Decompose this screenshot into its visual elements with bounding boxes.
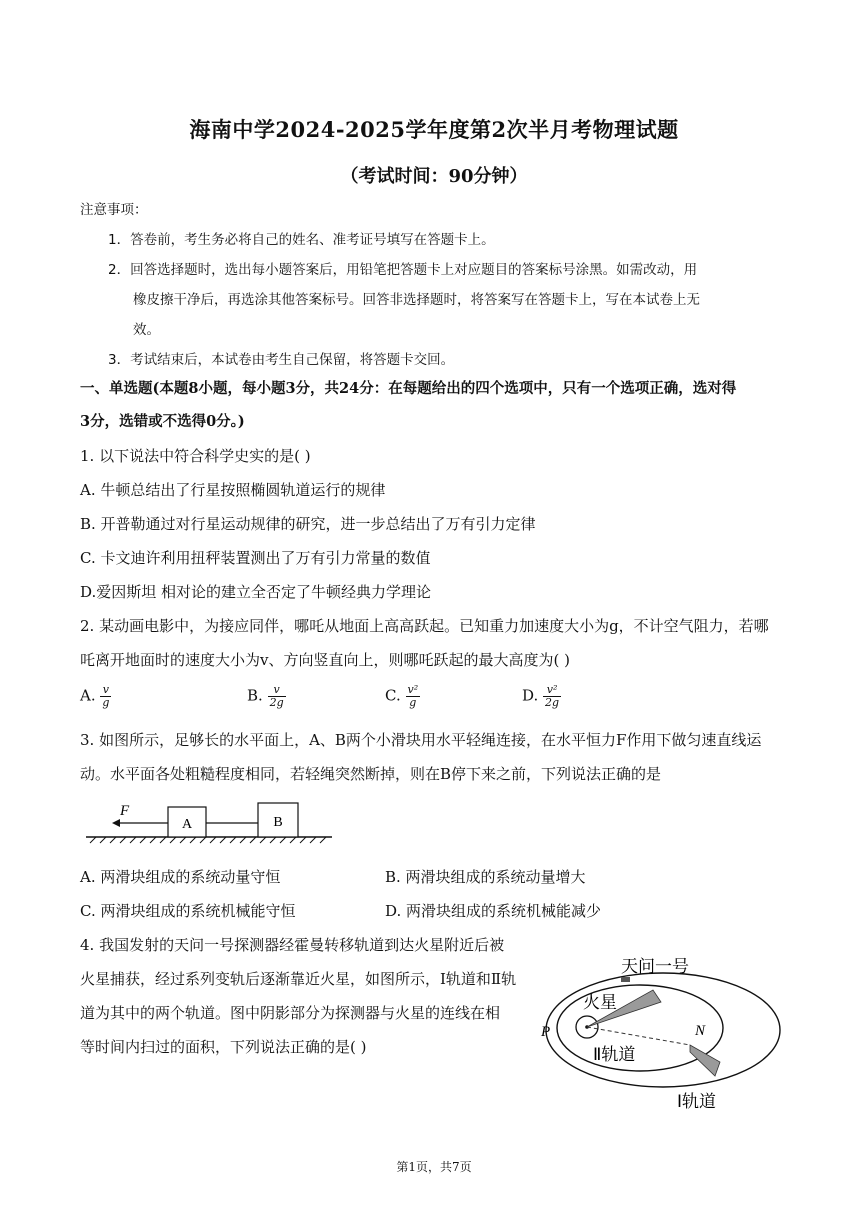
numerator: v²	[543, 684, 561, 697]
numerator: v²	[407, 683, 419, 696]
denominator: 2g	[269, 696, 284, 709]
ground-hatching	[90, 837, 326, 843]
option-label: B.	[247, 686, 263, 705]
note-item-2-cont: 橡皮擦干净后，再选涂其他答案标号。回答非选择题时，将答案写在答题卡上，写在本试卷上无	[133, 292, 700, 308]
question-3-option-a: A. 两滑块组成的系统动量守恒	[80, 868, 281, 886]
note-item-2: 2．回答选择题时，选出每小题答案后，用铅笔把答题卡上对应题目的答案标号涂黑。如需改动，用	[108, 262, 698, 278]
section-heading-cont: 3分，选错或不选得0分。)	[80, 413, 245, 430]
point-n-label: N	[695, 1023, 706, 1039]
orbit-2-label: Ⅱ轨道	[593, 1045, 636, 1065]
force-label: F	[120, 803, 130, 819]
question-1-option-a: A. 牛顿总结出了行星按照椭圆轨道运行的规律	[80, 481, 386, 499]
fraction	[100, 684, 111, 709]
sliding-blocks-figure	[80, 795, 340, 847]
question-4-stem-line-2: 火星捕获，经过系列变轨后逐渐靠近火星，如图所示，Ⅰ轨道和Ⅱ轨	[80, 970, 517, 988]
note-item-3: 3．考试结束后，本试卷由考生自己保留，将答题卡交回。	[108, 352, 455, 368]
note-item-1: 1．答卷前，考生务必将自己的姓名、准考证号填写在答题卡上。	[108, 232, 495, 248]
page-title: 海南中学2024-2025学年度第2次半月考物理试题	[189, 117, 679, 142]
probe-label: 天问一号	[621, 957, 689, 977]
numerator: v	[268, 684, 286, 697]
point-p-label: P	[541, 1024, 551, 1040]
question-4-stem-line-4: 等时间内扫过的面积，下列说法正确的是( )	[80, 1038, 367, 1056]
fraction	[268, 684, 286, 709]
question-3-stem: 3. 如图所示，足够长的水平面上，A、B两个小滑块用水平轻绳连接，在水平恒力F作用下做匀速直线运	[80, 731, 762, 749]
question-3-option-b: B. 两滑块组成的系统动量增大	[385, 868, 586, 886]
question-1-option-d: D.爱因斯坦 相对论的建立全否定了牛顿经典力学理论	[80, 583, 432, 601]
fraction	[543, 684, 561, 709]
orbit-figure	[535, 950, 787, 1118]
numerator: v	[100, 684, 111, 697]
question-3-option-d: D. 两滑块组成的系统机械能减少	[385, 902, 602, 920]
question-1-option-c: C. 卡文迪许利用扭秤装置测出了万有引力常量的数值	[80, 549, 431, 567]
notes-heading: 注意事项：	[80, 202, 148, 218]
option-label: A.	[80, 686, 96, 705]
question-1-stem: 1. 以下说法中符合科学史实的是( )	[80, 447, 311, 465]
question-3-option-c: C. 两滑块组成的系统机械能守恒	[80, 902, 296, 920]
question-2-option-b	[247, 684, 286, 709]
exam-duration: （考试时间：90分钟）	[340, 166, 528, 187]
fraction	[406, 684, 421, 709]
mars-label: 火星	[583, 993, 617, 1013]
option-label: C.	[385, 686, 401, 705]
connecting-line	[587, 1027, 690, 1045]
orbit-1-label: Ⅰ轨道	[677, 1092, 717, 1112]
denominator: 2g	[545, 696, 560, 709]
question-2-option-c	[385, 684, 420, 709]
block-b-label: B	[273, 815, 283, 830]
question-2-option-a	[80, 684, 111, 709]
option-label: D.	[522, 686, 539, 705]
note-item-2-end: 效。	[133, 322, 160, 338]
arrow-head-icon	[112, 819, 120, 827]
page-number: 第1页，共7页	[396, 1160, 472, 1174]
question-2-stem-cont: 吒离开地面时的速度大小为v、方向竖直向上，则哪吒跃起的最大高度为( )	[80, 651, 570, 669]
probe-icon	[621, 977, 630, 982]
question-2-stem: 2. 某动画电影中，为接应同伴，哪吒从地面上高高跃起。已知重力加速度大小为g，不计空气阻力，若哪	[80, 617, 769, 635]
question-4-stem-line-3: 道为其中的两个轨道。图中阴影部分为探测器与火星的连线在相	[80, 1004, 501, 1022]
question-1-option-b: B. 开普勒通过对行星运动规律的研究，进一步总结出了万有引力定律	[80, 515, 536, 533]
denominator: g	[409, 696, 417, 709]
section-heading: 一、单选题(本题8小题，每小题3分，共24分：在每题给出的四个选项中，只有一个选项正确，选对得	[80, 380, 737, 397]
question-3-stem-cont: 动。水平面各处粗糙程度相同，若轻绳突然断掉，则在B停下来之前，下列说法正确的是	[80, 765, 662, 783]
denominator: g	[102, 696, 110, 709]
question-2-option-d	[522, 684, 561, 709]
block-a-label: A	[181, 817, 193, 832]
question-4-stem: 4. 我国发射的天问一号探测器经霍曼转移轨道到达火星附近后被	[80, 936, 505, 954]
